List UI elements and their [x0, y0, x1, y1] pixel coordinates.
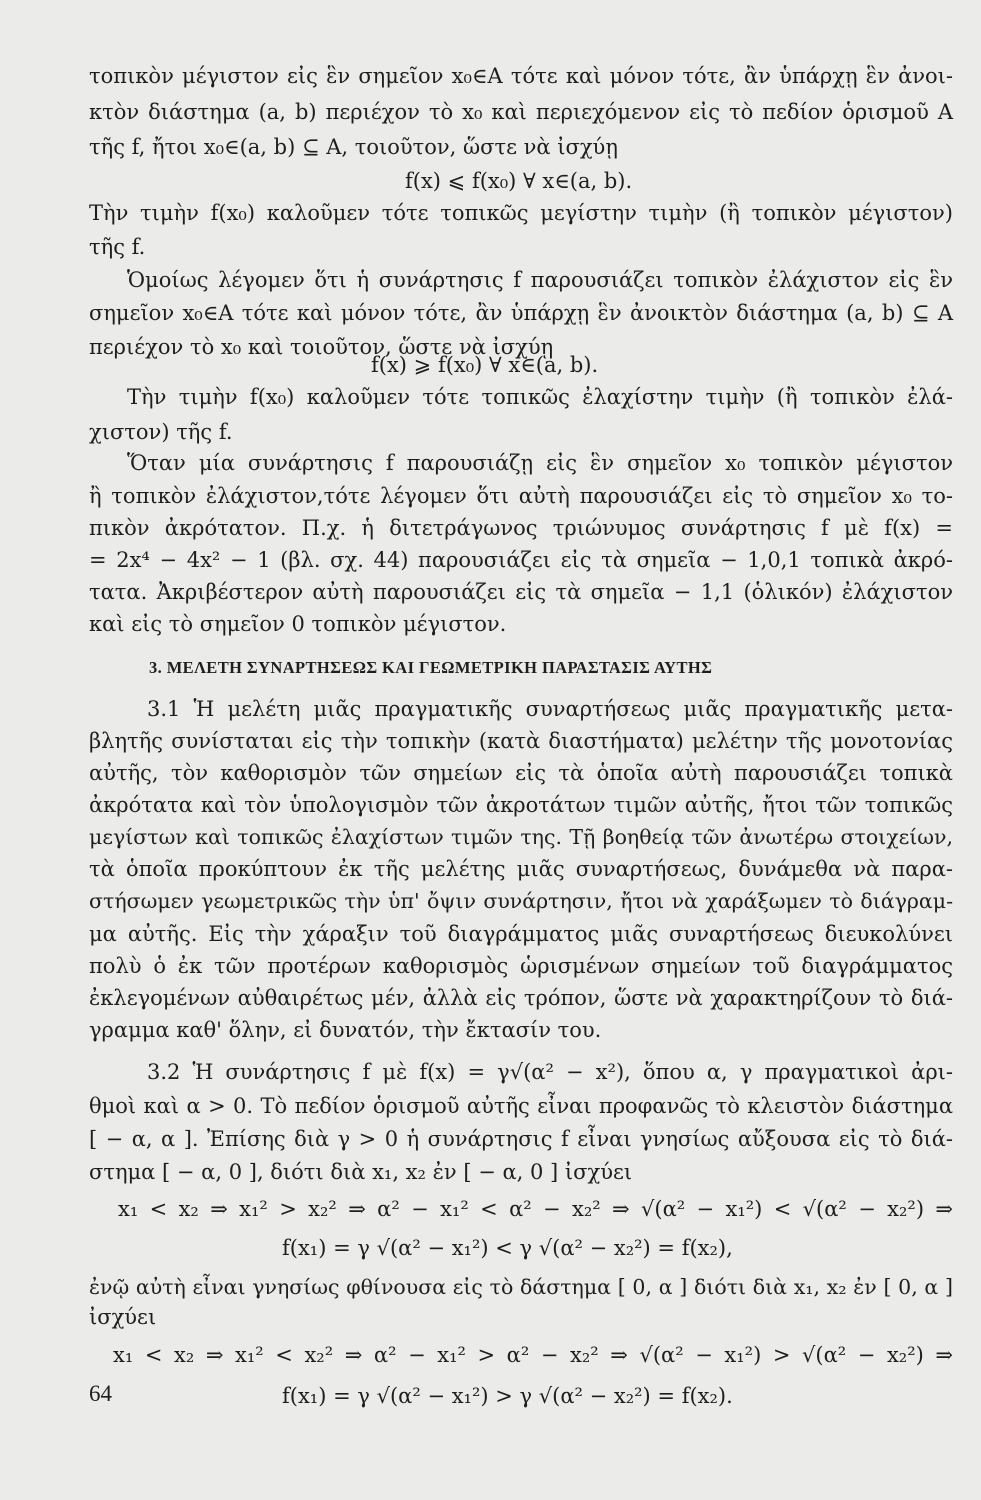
- formula-line: f(x) ⩾ f(x₀) ∀ x∈(a, b).: [371, 353, 599, 377]
- text-line: περιέχον τὸ x₀ καὶ τοιοῦτον, ὥστε νὰ ἰσχύῃ: [89, 335, 554, 359]
- text-line: τατα. Ἀκριβέστερον αὐτὴ παρουσιάζει εἰς τὰ σημεῖα − 1,1 (ὁλικόν) ἐλάχιστον: [89, 580, 953, 604]
- text-line: αὐτῆς, τὸν καθορισμὸν τῶν σημείων εἰς τὰ ὁποῖα αὐτὴ παρουσιάζει τοπικὰ: [89, 761, 953, 785]
- text-line: θμοὶ καὶ α > 0. Τὸ πεδίον ὁρισμοῦ αὐτῆς εἶναι προφανῶς τὸ κλειστὸν διάστημα: [89, 1094, 953, 1118]
- text-line: χιστον) τῆς f.: [89, 420, 233, 444]
- text-line: ἐνῷ αὐτὴ εἶναι γνησίως φθίνουσα εἰς τὸ δάστημα [ 0, α ] διότι διὰ x₁, x₂ ἐν [ 0, α ]: [89, 1275, 953, 1299]
- text-line: πικὸν ἀκρότατον. Π.χ. ἡ διτετράγωνος τριώνυμος συνάρτησις f μὲ f(x) =: [89, 516, 953, 540]
- section-heading: 3. ΜΕΛΕΤΗ ΣΥΝΑΡΤΗΣΕΩΣ ΚΑΙ ΓΕΩΜΕΤΡΙΚΗ ΠΑΡΑΣΤΑΣΙΣ ΑΥΤΗΣ: [149, 658, 713, 677]
- text-line: κτὸν διάστημα (a, b) περιέχον τὸ x₀ καὶ περιεχόμενον εἰς τὸ πεδίον ὁρισμοῦ A: [89, 100, 953, 124]
- text-line: Τὴν τιμὴν f(x₀) καλοῦμεν τότε τοπικῶς ἐλαχίστην τιμὴν (ἢ τοπικὸν ἐλά-: [127, 385, 953, 409]
- text-line: Ὅταν μία συνάρτησις f παρουσιάζῃ εἰς ἓν σημεῖον x₀ τοπικὸν μέγιστον: [127, 451, 953, 475]
- text-line: Τὴν τιμὴν f(x₀) καλοῦμεν τότε τοπικῶς μεγίστην τιμὴν (ἢ τοπικὸν μέγιστον): [89, 201, 953, 225]
- text-line: ἀκρότατα καὶ τὸν ὑπολογισμὸν τῶν ἀκροτάτων τιμῶν αὐτῆς, ἤτοι τῶν τοπικῶς: [89, 793, 953, 817]
- formula-line: f(x₁) = γ √(α² − x₁²) < γ √(α² − x₂²) = f(x₂),: [282, 1236, 733, 1260]
- text-line: = 2x⁴ − 4x² − 1 (βλ. σχ. 44) παρουσιάζει εἰς τὰ σημεῖα − 1,0,1 τοπικὰ ἀκρό-: [89, 548, 953, 572]
- text-line: 3.2 Ἡ συνάρτησις f μὲ f(x) = γ√(α² − x²), ὅπου α, γ πραγματικοὶ ἀρι-: [147, 1060, 953, 1084]
- text-line: μεγίστων καὶ τοπικῶς ἐλαχίστων τιμῶν της. Τῇ βοηθείᾳ τῶν ἀνωτέρω στοιχείων,: [89, 825, 953, 849]
- formula-line: f(x₁) = γ √(α² − x₁²) > γ √(α² − x₂²) = f(x₂).: [282, 1384, 733, 1408]
- text-line: σημεῖον x₀∈A τότε καὶ μόνον τότε, ἂν ὑπάρχῃ ἓν ἀνοικτὸν διάστημα (a, b) ⊆ A: [89, 301, 953, 325]
- text-line: καὶ εἰς τὸ σημεῖον 0 τοπικὸν μέγιστον.: [89, 612, 507, 636]
- formula-line: x₁ < x₂ ⇒ x₁² > x₂² ⇒ α² − x₁² < α² − x₂² ⇒ √(α² − x₁²) < √(α² − x₂²) ⇒: [118, 1197, 953, 1221]
- text-line: ἢ τοπικὸν ἐλάχιστον,τότε λέγομεν ὅτι αὐτὴ παρουσιάζει εἰς τὸ σημεῖον x₀ το-: [89, 484, 953, 508]
- text-line: τὰ ὁποῖα προκύπτουν ἐκ τῆς μελέτης μιᾶς συναρτήσεως, δυνάμεθα νὰ παρα-: [89, 857, 953, 881]
- text-line: γραμμα καθ' ὅλην, εἰ δυνατόν, τὴν ἔκτασίν του.: [89, 1018, 602, 1042]
- text-line: στημα [ − α, 0 ], διότι διὰ x₁, x₂ ἐν [ − α, 0 ] ἰσχύει: [89, 1160, 633, 1184]
- text-line: μα αὐτῆς. Εἰς τὴν χάραξιν τοῦ διαγράμματος μιᾶς συναρτήσεως διευκολύνει: [89, 922, 953, 946]
- text-line: πολὺ ὁ ἐκ τῶν προτέρων καθορισμὸς ὡρισμένων σημείων τοῦ διαγράμματος: [89, 954, 953, 978]
- text-line: ἰσχύει: [89, 1305, 157, 1329]
- formula-line: f(x) ⩽ f(x₀) ∀ x∈(a, b).: [405, 169, 633, 193]
- text-line: ἐκλεγομένων αὐθαιρέτως μέν, ἀλλὰ εἰς τρόπον, ὥστε νὰ χαρακτηρίζουν τὸ διά-: [89, 986, 953, 1010]
- text-line: 3.1 Ἡ μελέτη μιᾶς πραγματικῆς συναρτήσεως μιᾶς πραγματικῆς μετα-: [147, 697, 953, 721]
- text-line: στήσωμεν γεωμετρικῶς τὴν ὑπ' ὄψιν συνάρτησιν, ἤτοι νὰ χαράξωμεν τὸ διάγραμ-: [89, 889, 953, 913]
- text-line: τοπικὸν μέγιστον εἰς ἓν σημεῖον x₀∈A τότε καὶ μόνον τότε, ἂν ὑπάρχῃ ἓν ἀνοι-: [89, 64, 953, 88]
- text-line: τῆς f, ἤτοι x₀∈(a, b) ⊆ A, τοιοῦτον, ὥστε νὰ ἰσχύῃ: [89, 135, 618, 159]
- text-line: Ὁμοίως λέγομεν ὅτι ἡ συνάρτησις f παρουσιάζει τοπικὸν ἐλάχιστον εἰς ἓν: [127, 268, 953, 292]
- text-line: βλητῆς συνίσταται εἰς τὴν τοπικὴν (κατὰ διαστήματα) μελέτην τῆς μονοτονίας: [89, 729, 953, 753]
- page-number: 64: [89, 1381, 112, 1406]
- text-line: τῆς f.: [89, 235, 146, 259]
- text-line: [ − α, α ]. Ἐπίσης διὰ γ > 0 ἡ συνάρτησις f εἶναι γνησίως αὔξουσα εἰς τὸ διά-: [89, 1127, 953, 1151]
- formula-line: x₁ < x₂ ⇒ x₁² < x₂² ⇒ α² − x₁² > α² − x₂² ⇒ √(α² − x₁²) > √(α² − x₂²) ⇒: [113, 1343, 953, 1367]
